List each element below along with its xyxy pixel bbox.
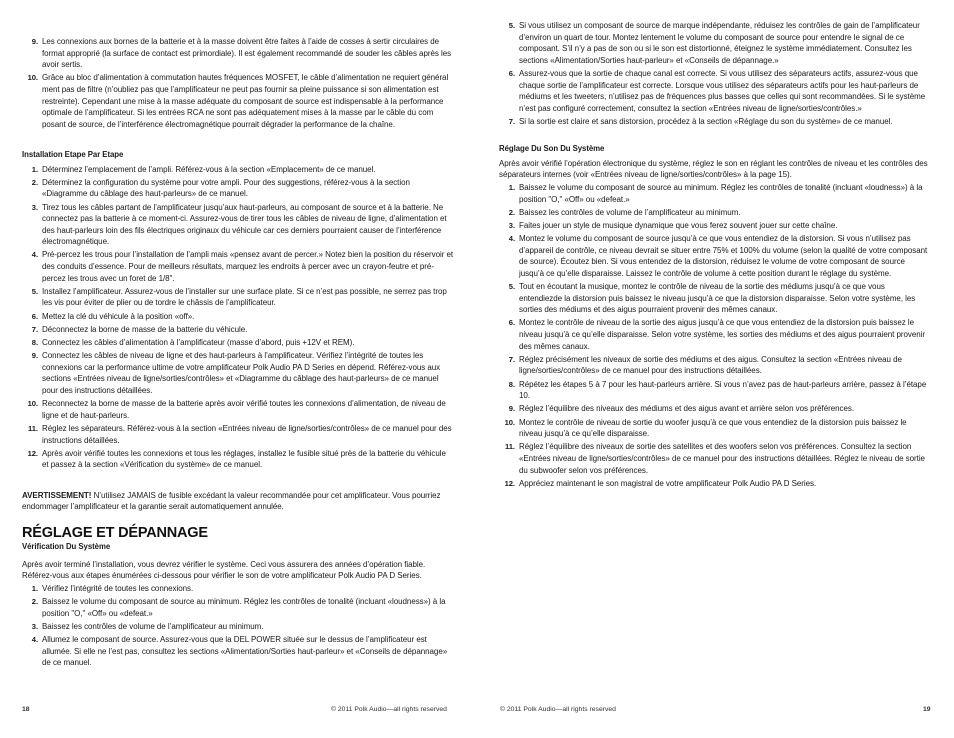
item-text: Montez le volume du composant de source jusqu’à ce que vous entendiez de la distorsion. Si vous n’utilisez pas d’appareil de contrôle, ce niveau devrait se situer entre 75% et 100% du volume (selon la qualité de votre composant de source). Écoutez bien. Si vous entendez de la distorsion, réduisez le volume de votre composant de source jusqu’à ce qu’elle disparaisse. Laissez le contrôle de volume à cette position durant le réglage du système.	[519, 234, 928, 278]
item-number: 12.	[504, 478, 515, 488]
item-number: 9.	[31, 351, 38, 361]
list-item	[499, 68, 929, 114]
list-item	[499, 207, 929, 219]
list-item	[499, 417, 929, 440]
item-number: 7.	[508, 116, 515, 126]
item-text: Déterminez l’emplacement de l’ampli. Référez-vous à la section «Emplacement» de ce manuel.	[42, 164, 376, 174]
item-text: Déconnectez la borne de masse de la batterie du véhicule.	[42, 324, 248, 334]
list-item	[22, 596, 454, 619]
item-text: Tout en écoutant la musique, montez le contrôle de niveau de la sortie des médiums jusqu’à ce que vous entendiezde la distorsion puis baissez le niveau jusqu’à ce que la distorsion disparaisse. Selon votre système, les sorties des médiums et des aigus pourraient provenir des mêmes canaux.	[519, 282, 916, 315]
item-number: 4.	[31, 635, 38, 645]
installation-heading: Installation Etape Par Etape	[22, 149, 124, 159]
item-number: 6.	[508, 68, 515, 78]
list-item	[499, 354, 929, 377]
page-number-left: 18	[22, 706, 30, 713]
item-text: Réglez les séparateurs. Référez-vous à la section «Entrées niveau de ligne/sorties/contrôles» de ce manuel pour des instructions détaillées.	[42, 423, 452, 445]
item-text: Faites jouer un style de musique dynamique que vous ferez souvent jouer sur cette chaîne.	[519, 220, 838, 230]
item-text: Réglez l’équilibre des niveaux de sortie des satellites et des woofers selon vos préférences. Consultez la section «Entrées niveau de ligne/sorties/contrôles» de ce manuel pour des instructions détaillées. Réglez le niveau de sortie du subwoofer selon vos préférences.	[519, 442, 925, 475]
list-item	[499, 281, 929, 316]
item-text: Mettez la clé du véhicule à la position «off».	[42, 311, 195, 321]
list-item	[22, 634, 454, 669]
item-number: 3.	[508, 220, 515, 230]
reglage-intro: Après avoir vérifié l’opération électronique du système, réglez le son en réglant les contrôles de niveau et les contrôles des séparateurs internes (voir «Entrées niveau de ligne/sorties/contrôles» à la page 15).	[499, 158, 928, 180]
list-item	[22, 423, 454, 446]
list-item	[22, 177, 454, 200]
item-number: 1.	[31, 584, 38, 594]
item-number: 1.	[508, 182, 515, 192]
page-19	[477, 0, 954, 738]
item-text: Connectez les câbles de niveau de ligne et des haut-parleurs à l’amplificateur. Vérifiez l’intégrité de toutes les connexions car la performance ultime de votre amplificateur Polk Audio PA D Series en dépend. Référez-vous aux sections «Entrées niveau de ligne/sorties/contrôles» et «Diagramme du câblage des haut-parleurs» de ce manuel pour des instructions détaillées.	[42, 351, 441, 395]
item-text: Baissez le volume du composant de source au minimum. Réglez les contrôles de tonalité (incluant «loudness») à la position "O," «Off» ou «defeat.»	[42, 597, 446, 618]
verification-heading: Vérification Du Système	[22, 542, 111, 552]
item-text: Assurez-vous que la sortie de chaque canal est correcte. Si vous utilisez des séparateurs actifs, assurez-vous que chaque sortie de l’amplificateur est correcte. Lorsque vous utilisez des séparateurs actifs pour les haut-parleurs de médiums et les tweeters, n’utilisez pas de fréquences plus basses que celles qui sont recommandées. Si le système n’est pas configuré correctement, consultez la section «Entrées niveau de ligne/sorties/contrôles.»	[519, 68, 926, 113]
item-text: Déterminez la configuration du système pour votre ampli. Pour des suggestions, référez-vous à la section «Diagramme du câblage des haut-parleurs» de ce manuel.	[42, 177, 410, 199]
page-number-right: 19	[923, 706, 931, 713]
item-text: Répétez les étapes 5 à 7 pour les haut-parleurs arrière. Si vous n’avez pas de haut-parleurs arrière, passez à l’étape 10.	[519, 379, 927, 401]
list-item	[499, 478, 929, 490]
list-item	[22, 621, 454, 633]
item-number: 8.	[31, 338, 38, 347]
continued-steps	[499, 20, 929, 128]
item-number: 2.	[31, 177, 38, 187]
list-item	[499, 379, 929, 402]
list-item	[22, 286, 454, 309]
list-item	[499, 20, 929, 66]
item-text: Montez le contrôle de niveau de la sortie des aigus jusqu’à ce que vous entendiez de la distorsion puis baissez le niveau jusqu’à ce qu’elle disparaisse. Selon votre système, les sorties des médiums et des aigus pourraient provenir des mêmes canaux.	[519, 318, 925, 351]
section-title: RÉGLAGE ET DÉPANNAGE	[22, 524, 208, 541]
list-item	[499, 220, 929, 232]
list-item	[499, 317, 929, 352]
item-text: Baissez le volume du composant de source au minimum. Réglez les contrôles de tonalité (incluant «loudness») à la position "O," «Off» ou «defeat.»	[519, 182, 923, 204]
list-item	[22, 337, 454, 349]
list-item	[22, 72, 454, 130]
item-text: Baissez les contrôles de volume de l’amplificateur au minimum.	[519, 207, 741, 217]
copyright-left: © 2011 Polk Audio—all rights reserved	[331, 706, 447, 713]
item-number: 8.	[508, 379, 515, 389]
verification-intro: Après avoir terminé l’installation, vous devrez vérifier le système. Ceci vous assurera des années d’opération fiable. Référez-vous aux étapes énumérées ci-dessous pour vérifier le son de votre amplificateur Polk Audio PA D Series.	[22, 559, 426, 581]
item-number: 10.	[504, 417, 515, 427]
item-number: 3.	[31, 202, 38, 212]
item-text: Les connexions aux bornes de la batterie et à la masse doivent être faites à l’aide de cosses à sertir circulaires de format approprié (la surface de contact est primordiale). Il est également recommandé de souder les câbles après les avoir sertis.	[42, 37, 452, 70]
item-text: Tirez tous les câbles partant de l’amplificateur jusqu’aux haut-parleurs, au composant de source et à la batterie. Ne connectez pas la batterie à ce moment-ci. Assurez-vous de tirer tous les câbles de niveau de ligne, d’alimentation et des haut-parleurs loin des fils électriques originaux du véhicule car ces derniers pourraient causer de l’interférence électromagnétique.	[42, 202, 447, 247]
item-text: Connectez les câbles d’alimentation à l’amplificateur (masse d’abord, puis +12V et REM).	[42, 338, 355, 347]
item-text: Si vous utilisez un composant de source de marque indépendante, réduisez les contrôles de gain de l’amplificateur d’environ un quart de tour. Montez lentement le volume du composant de source pour entendre le signal de ce composant. S’il n’y a pas de son ou si le son est distortionné, éteignez le système immédiatement. Consultez les sections «Alimentation/Sorties haut-parleur» et «Conseils de dépannage.»	[519, 21, 920, 65]
list-item	[22, 164, 454, 176]
list-item	[22, 583, 454, 595]
item-number: 5.	[508, 21, 515, 30]
item-number: 10.	[27, 73, 38, 83]
item-number: 11.	[28, 423, 38, 433]
installation-steps	[22, 164, 454, 471]
left-column	[22, 36, 454, 671]
list-item	[499, 403, 929, 415]
warning-paragraph	[22, 490, 454, 513]
right-column	[499, 20, 929, 491]
item-text: Montez le contrôle de niveau de sortie du woofer jusqu’à ce que vous entendiez de la distorsion puis baissez le niveau jusqu’à ce qu’elle disparaisse.	[519, 417, 907, 439]
list-item	[499, 441, 929, 476]
item-number: 9.	[508, 404, 515, 414]
item-text: Grâce au bloc d’alimentation à commutation hautes fréquences MOSFET, le câble d’alimentation ne requiert général ment pas de filtre (n’oubliez pas que l’amplificateur ne peut pas fournir sa pleine puissance si son alimentation est restreinte). Cependant une mise à la masse adéquate du composant de source est indispensable à la performance optimale de l’amplificateur. Si les entrées RCA ne sont pas adéquatement mises à la masse par le câble du com posant de source, de l’interférence électromagnétique pourrait dégrader la performance de la chaîne.	[42, 73, 449, 129]
item-number: 9.	[31, 37, 38, 46]
list-item	[22, 249, 454, 284]
item-text: Installez l’amplificateur. Assurez-vous de l’installer sur une surface plate. Si ce n’est pas possible, ne serrez pas trop les vis pour éviter de plier ou de tordre le châssis de l’amplificateur.	[42, 286, 447, 308]
item-number: 7.	[31, 324, 38, 334]
item-text: Réglez précisément les niveaux de sortie des médiums et des aigus. Consultez la section «Entrées niveau de ligne/sorties/contrôles» de ce manuel pour des instructions détaillées.	[519, 354, 902, 376]
warning-label: AVERTISSEMENT!	[22, 490, 92, 500]
item-number: 6.	[31, 311, 38, 321]
item-number: 6.	[508, 318, 515, 328]
verification-steps	[22, 583, 454, 669]
reglage-heading: Réglage Du Son Du Système	[499, 144, 605, 154]
item-text: Vérifiez l’intégrité de toutes les connexions.	[42, 584, 194, 594]
item-number: 10.	[27, 399, 38, 409]
item-text: Si la sortie est claire et sans distorsion, procédez à la section «Réglage du son du système» de ce manuel.	[519, 116, 893, 126]
item-text: Appréciez maintenant le son magistral de votre amplificateur Polk Audio PA D Series.	[519, 478, 817, 488]
item-number: 5.	[508, 282, 515, 292]
item-number: 3.	[31, 622, 38, 632]
item-number: 5.	[31, 286, 38, 296]
item-number: 11.	[505, 442, 515, 452]
reglage-steps	[499, 182, 929, 489]
item-number: 2.	[508, 207, 515, 217]
item-number: 7.	[508, 354, 515, 364]
item-text: Allumez le composant de source. Assurez-vous que la DEL POWER située sur le dessus de l’amplificateur est allumée. Si elle ne l’est pas, consultez les sections «Alimentation/Sorties haut-parleur» et «Conseils de dépannage» de ce manuel.	[42, 635, 448, 668]
item-text: Réglez l’équilibre des niveaux des médiums et des aigus avant et arrière selon vos préférences.	[519, 404, 854, 414]
warning-text: N’utilisez JAMAIS de fusible excédant la valeur recommandée pour cet amplificateur. Vous pourriez endommager l’amplificateur et la garantie serait automatiquement annulée.	[22, 490, 441, 512]
copyright-right: © 2011 Polk Audio—all rights reserved	[500, 706, 616, 713]
list-item	[22, 324, 454, 336]
item-number: 4.	[508, 234, 515, 244]
list-item	[22, 448, 454, 471]
item-text: Baissez les contrôles de volume de l’amplificateur au minimum.	[42, 622, 264, 632]
item-text: Reconnectez la borne de masse de la batterie après avoir vérifié toutes les connexions d’alimentation, de niveau de ligne et de haut-parleurs.	[42, 399, 446, 420]
left-items-a	[22, 36, 454, 130]
list-item	[499, 116, 929, 128]
list-item	[22, 202, 454, 248]
item-number: 1.	[31, 164, 38, 174]
list-item	[22, 36, 454, 71]
item-number: 4.	[31, 250, 38, 260]
item-text: Après avoir vérifié toutes les connexions et tous les réglages, installez le fusible situé près de la batterie du véhicule et passez à la section «Vérification du système» de ce manuel.	[42, 448, 446, 470]
list-item	[22, 350, 454, 396]
item-number: 12.	[27, 448, 38, 458]
list-item	[499, 182, 929, 205]
list-item	[22, 311, 454, 323]
item-text: Pré-percez les trous pour l’installation de l’ampli mais «pensez avant de percer.» Notez bien la position du réservoir et des conduits d’essence. Pour de meilleurs résultats, marquez les endroits à percer avec un crayon-feutre et pré-percez les trous avec un foret de 1/8".	[42, 250, 454, 283]
list-item	[22, 398, 454, 421]
list-item	[499, 233, 929, 279]
item-number: 2.	[31, 597, 38, 607]
